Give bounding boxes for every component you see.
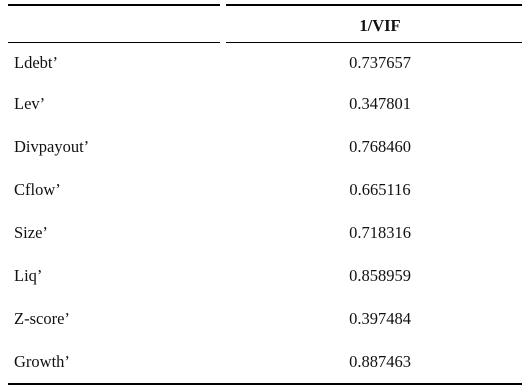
- header-rule-gap: [220, 41, 226, 44]
- row-label: Cflow’: [14, 180, 61, 199]
- row-value: 0.858959: [349, 266, 411, 285]
- row-value: 0.887463: [349, 352, 411, 371]
- table-row: [8, 48, 522, 78]
- table-row: [8, 89, 522, 119]
- row-label: Lev’: [14, 94, 46, 113]
- table-row: [8, 175, 522, 205]
- row-value: 0.397484: [349, 309, 411, 328]
- table-bottom-rule: [8, 383, 522, 385]
- header-rule: [8, 42, 522, 43]
- row-label: Size’: [14, 223, 48, 242]
- row-label: Liq’: [14, 266, 43, 285]
- row-label: Divpayout’: [14, 137, 90, 156]
- row-value: 0.347801: [349, 94, 411, 113]
- vif-table: [8, 0, 522, 388]
- column-header-1-vif: 1/VIF: [359, 16, 401, 35]
- row-label: Growth’: [14, 352, 70, 371]
- table-top-rule: [8, 4, 522, 6]
- table-row: [8, 261, 522, 291]
- row-value: 0.665116: [349, 180, 411, 199]
- top-rule-gap: [220, 3, 226, 7]
- row-value: 0.718316: [349, 223, 411, 242]
- row-value: 0.737657: [349, 53, 411, 72]
- row-label: Ldebt’: [14, 53, 58, 72]
- table-row: [8, 304, 522, 334]
- table-row: [8, 218, 522, 248]
- row-value: 0.768460: [349, 137, 411, 156]
- table-row: [8, 132, 522, 162]
- row-label: Z-score’: [14, 309, 70, 328]
- table-row: [8, 347, 522, 377]
